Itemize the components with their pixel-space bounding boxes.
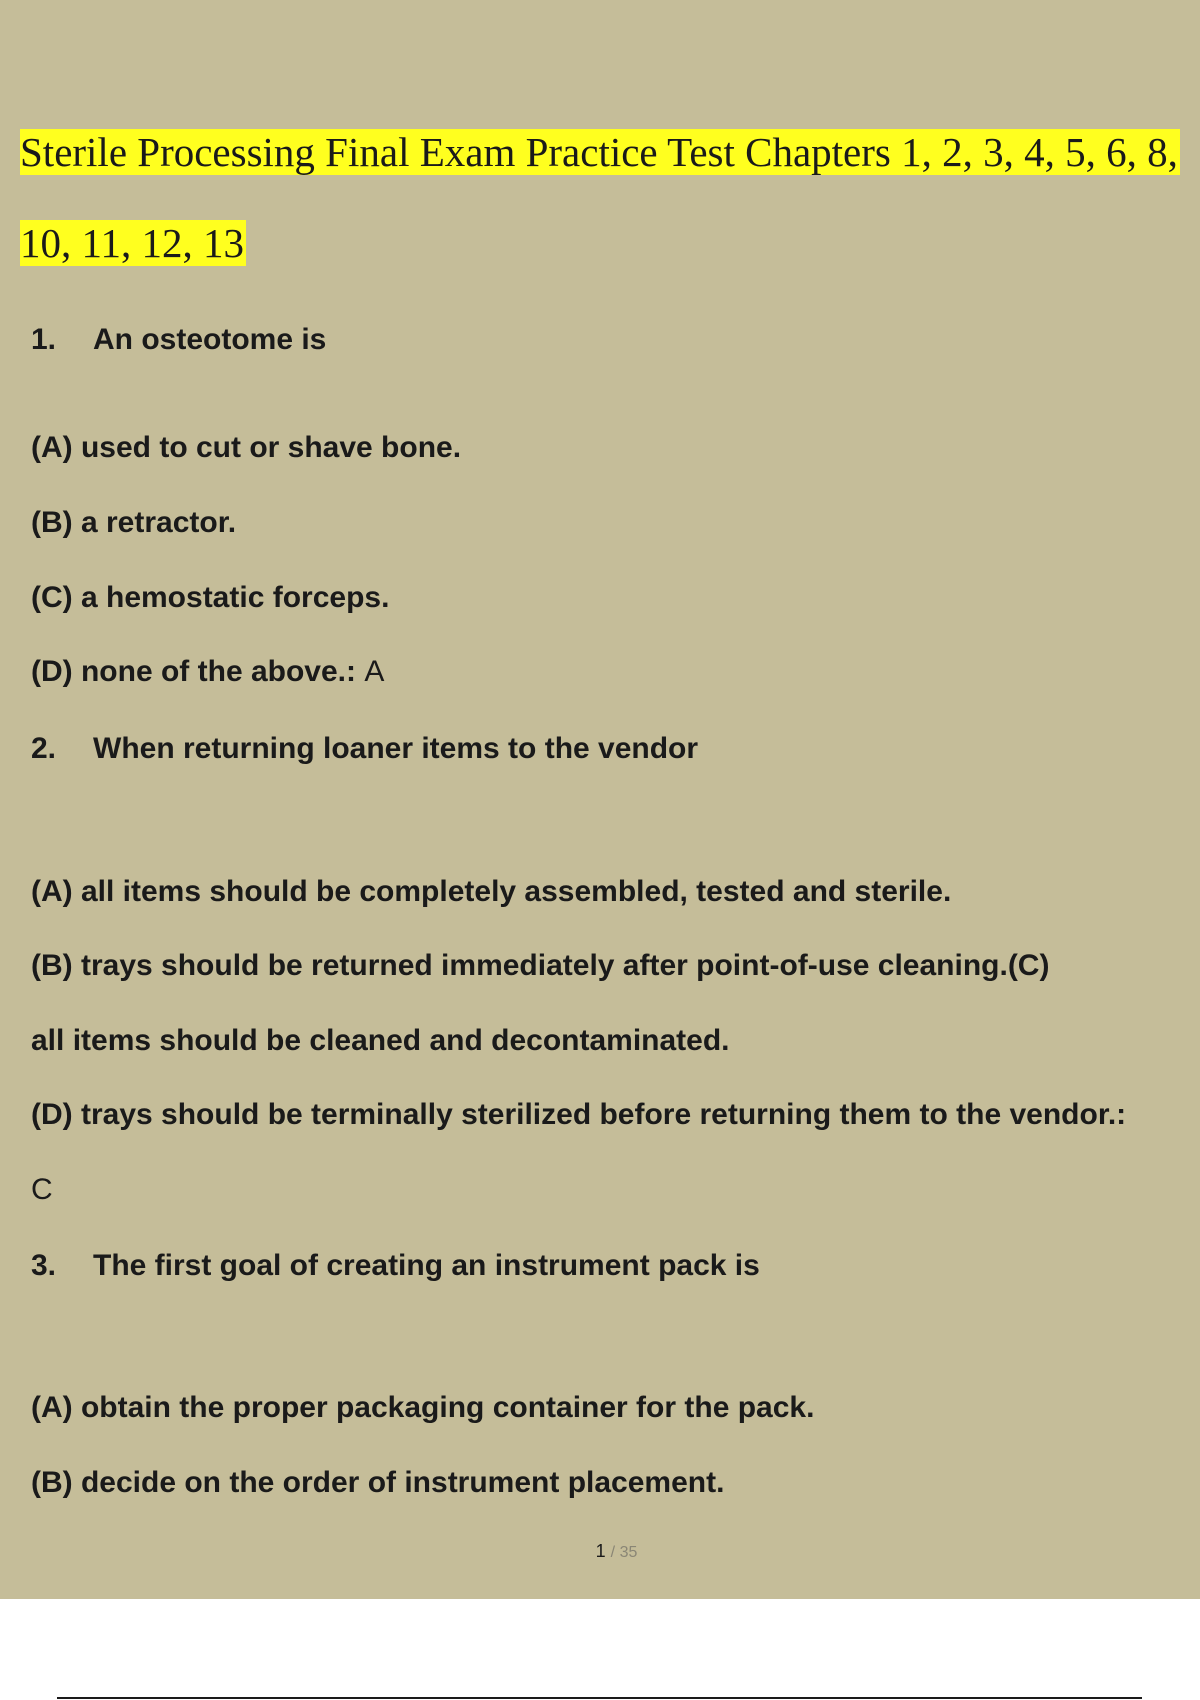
option-2b-cont: all items should be cleaned and decontaminated. — [31, 1024, 730, 1057]
page-counter — [0, 1541, 1200, 1562]
option-1a: (A) used to cut or shave bone. — [31, 431, 462, 464]
question-text: The first goal of creating an instrument pack is — [93, 1249, 760, 1282]
option-2b: (B) trays should be returned immediately after point-of-use cleaning.(C) — [31, 949, 1050, 982]
question-number: 2. — [31, 732, 57, 765]
answer-2: C — [31, 1173, 53, 1206]
title-highlight: Sterile Processing Final Exam Practice Test Chapters 1, 2, 3, 4, 5, 6, 8, — [20, 129, 1178, 175]
answer-1: A — [364, 655, 385, 688]
question-2 — [31, 731, 698, 767]
document-title-line-1 — [20, 128, 1180, 176]
question-3 — [31, 1248, 760, 1284]
question-1 — [31, 322, 326, 358]
question-number: 1. — [31, 323, 57, 356]
question-text: When returning loaner items to the vendor — [93, 732, 699, 765]
current-page: 1 — [595, 1541, 606, 1561]
question-text: An osteotome is — [93, 323, 327, 356]
option-2a: (A) all items should be completely assembled, tested and sterile. — [31, 875, 952, 908]
title-highlight: 10, 11, 12, 13 — [20, 220, 244, 266]
option-1c: (C) a hemostatic forceps. — [31, 581, 390, 614]
option-text: (D) none of the above.: — [31, 655, 356, 688]
option-1b: (B) a retractor. — [31, 506, 237, 539]
option-1d — [31, 654, 384, 690]
option-3b: (B) decide on the order of instrument placement. — [31, 1466, 725, 1499]
question-number: 3. — [31, 1249, 57, 1282]
total-pages: / 35 — [610, 1544, 638, 1561]
document-title-line-2 — [20, 219, 246, 267]
page-divider — [57, 1697, 1142, 1699]
option-3a: (A) obtain the proper packaging container for the pack. — [31, 1391, 815, 1424]
option-2d: (D) trays should be terminally sterilized before returning them to the vendor.: — [31, 1098, 1127, 1131]
